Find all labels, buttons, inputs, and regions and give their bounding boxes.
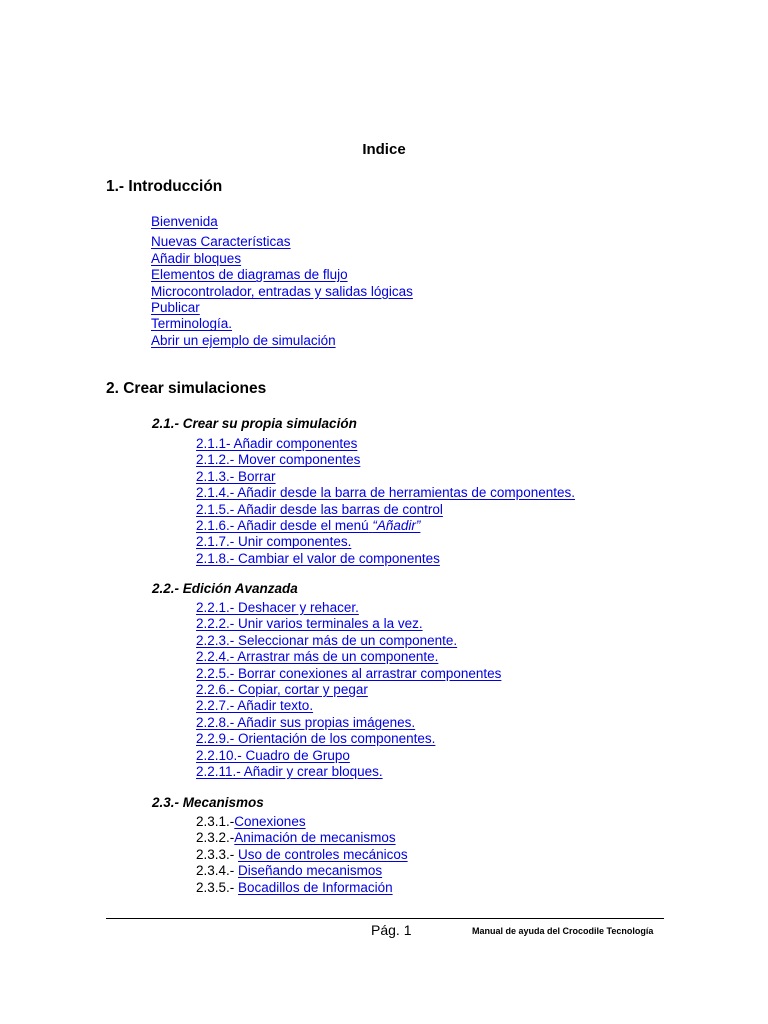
list-item bbox=[196, 880, 408, 896]
link-2-2-9[interactable]: 2.2.9.- Orientación de los componentes. bbox=[196, 731, 436, 747]
link-microcontrolador[interactable]: Microcontrolador, entradas y salidas lógicas bbox=[151, 283, 413, 299]
link-uso-controles-mecanicos[interactable]: Uso de controles mecánicos bbox=[238, 846, 408, 862]
link-2-2-1[interactable]: 2.2.1.- Deshacer y rehacer. bbox=[196, 600, 359, 615]
list-item bbox=[196, 666, 501, 682]
mecanismos-link-list bbox=[196, 814, 408, 896]
item-number: 2.3.2.- bbox=[196, 830, 235, 846]
list-item bbox=[151, 300, 413, 316]
list-item bbox=[151, 267, 413, 283]
list-item bbox=[196, 534, 575, 550]
list-item bbox=[151, 214, 413, 230]
subheading-mecanismos: 2.3.- Mecanismos bbox=[152, 795, 264, 810]
list-item bbox=[196, 518, 575, 534]
link-2-1-6[interactable] bbox=[196, 518, 420, 533]
link-2-2-10[interactable]: 2.2.10.- Cuadro de Grupo bbox=[196, 747, 350, 763]
list-item bbox=[196, 847, 408, 863]
list-item bbox=[151, 234, 413, 250]
item-number: 2.3.3.- bbox=[196, 846, 239, 862]
list-item bbox=[196, 616, 501, 632]
item-number: 2.3.4.- bbox=[196, 863, 239, 879]
section-heading-introduccion: 1.- Introducción bbox=[106, 178, 223, 195]
list-item bbox=[151, 316, 413, 332]
link-2-1-6-text: 2.1.6.- Añadir desde el menú bbox=[196, 517, 369, 533]
list-item bbox=[196, 731, 501, 747]
link-2-1-6-menu-name: “Añadir” bbox=[372, 517, 421, 533]
crear-propia-link-list bbox=[196, 436, 575, 567]
item-number: 2.3.1.- bbox=[196, 814, 235, 829]
introduccion-link-list bbox=[151, 214, 413, 349]
list-item bbox=[196, 633, 501, 649]
link-2-2-3[interactable]: 2.2.3.- Seleccionar más de un componente. bbox=[196, 632, 458, 648]
link-2-2-2[interactable]: 2.2.2.- Unir varios terminales a la vez. bbox=[196, 616, 423, 632]
subheading-crear-propia-simulacion: 2.1.- Crear su propia simulación bbox=[152, 416, 357, 431]
link-2-1-1[interactable]: 2.1.1- Añadir componentes bbox=[196, 436, 358, 451]
link-2-1-4[interactable]: 2.1.4.- Añadir desde la barra de herramientas de componentes. bbox=[196, 485, 575, 501]
link-2-2-11[interactable]: 2.2.11.- Añadir y crear bloques. bbox=[196, 763, 383, 779]
list-item bbox=[196, 698, 501, 714]
link-anadir-bloques[interactable]: Añadir bloques bbox=[151, 250, 242, 266]
list-item bbox=[196, 469, 575, 485]
link-2-1-7[interactable]: 2.1.7.- Unir componentes. bbox=[196, 534, 352, 550]
section-heading-crear-simulaciones: 2. Crear simulaciones bbox=[106, 380, 267, 397]
list-item bbox=[196, 551, 575, 567]
list-item bbox=[196, 715, 501, 731]
link-2-1-5[interactable]: 2.1.5.- Añadir desde las barras de control bbox=[196, 501, 443, 517]
list-item bbox=[196, 436, 575, 452]
link-conexiones[interactable]: Conexiones bbox=[234, 814, 306, 829]
link-animacion-mecanismos[interactable]: Animación de mecanismos bbox=[234, 830, 396, 846]
link-publicar[interactable]: Publicar bbox=[151, 299, 200, 315]
link-2-2-6[interactable]: 2.2.6.- Copiar, cortar y pegar bbox=[196, 681, 368, 697]
link-elementos-diagramas-flujo[interactable]: Elementos de diagramas de flujo bbox=[151, 267, 348, 283]
link-bocadillos-informacion[interactable]: Bocadillos de Información bbox=[238, 879, 393, 895]
link-2-2-7[interactable]: 2.2.7.- Añadir texto. bbox=[196, 698, 314, 714]
list-item bbox=[151, 251, 413, 267]
list-item bbox=[196, 682, 501, 698]
footer-divider bbox=[106, 918, 664, 919]
link-2-1-8[interactable]: 2.1.8.- Cambiar el valor de componentes bbox=[196, 550, 440, 566]
page-title: Indice bbox=[362, 141, 406, 158]
link-2-1-2[interactable]: 2.1.2.- Mover componentes bbox=[196, 452, 361, 468]
link-2-2-4[interactable]: 2.2.4.- Arrastrar más de un componente. bbox=[196, 649, 439, 665]
list-item bbox=[196, 649, 501, 665]
list-item bbox=[196, 502, 575, 518]
list-item bbox=[196, 748, 501, 764]
list-item bbox=[151, 284, 413, 300]
edicion-avanzada-link-list bbox=[196, 600, 501, 780]
list-item bbox=[151, 333, 413, 349]
item-number: 2.3.5.- bbox=[196, 879, 239, 895]
link-2-2-8[interactable]: 2.2.8.- Añadir sus propias imágenes. bbox=[196, 714, 416, 730]
link-terminologia[interactable]: Terminología. bbox=[151, 316, 233, 332]
list-item bbox=[196, 830, 408, 846]
link-nuevas-caracteristicas[interactable]: Nuevas Características bbox=[151, 234, 291, 250]
footer-credit: Manual de ayuda del Crocodile Tecnología bbox=[472, 926, 654, 936]
link-bienvenida[interactable]: Bienvenida bbox=[151, 214, 218, 229]
list-item bbox=[196, 452, 575, 468]
page-number: Pág. 1 bbox=[371, 922, 412, 938]
link-disenando-mecanismos[interactable]: Diseñando mecanismos bbox=[238, 863, 383, 879]
subheading-edicion-avanzada: 2.2.- Edición Avanzada bbox=[152, 581, 298, 596]
link-2-1-3[interactable]: 2.1.3.- Borrar bbox=[196, 468, 276, 484]
link-abrir-ejemplo[interactable]: Abrir un ejemplo de simulación bbox=[151, 332, 336, 348]
list-item bbox=[196, 863, 408, 879]
list-item bbox=[196, 600, 501, 616]
list-item bbox=[196, 814, 408, 830]
list-item bbox=[196, 485, 575, 501]
link-2-2-5[interactable]: 2.2.5.- Borrar conexiones al arrastrar componentes bbox=[196, 665, 502, 681]
list-item bbox=[196, 764, 501, 780]
